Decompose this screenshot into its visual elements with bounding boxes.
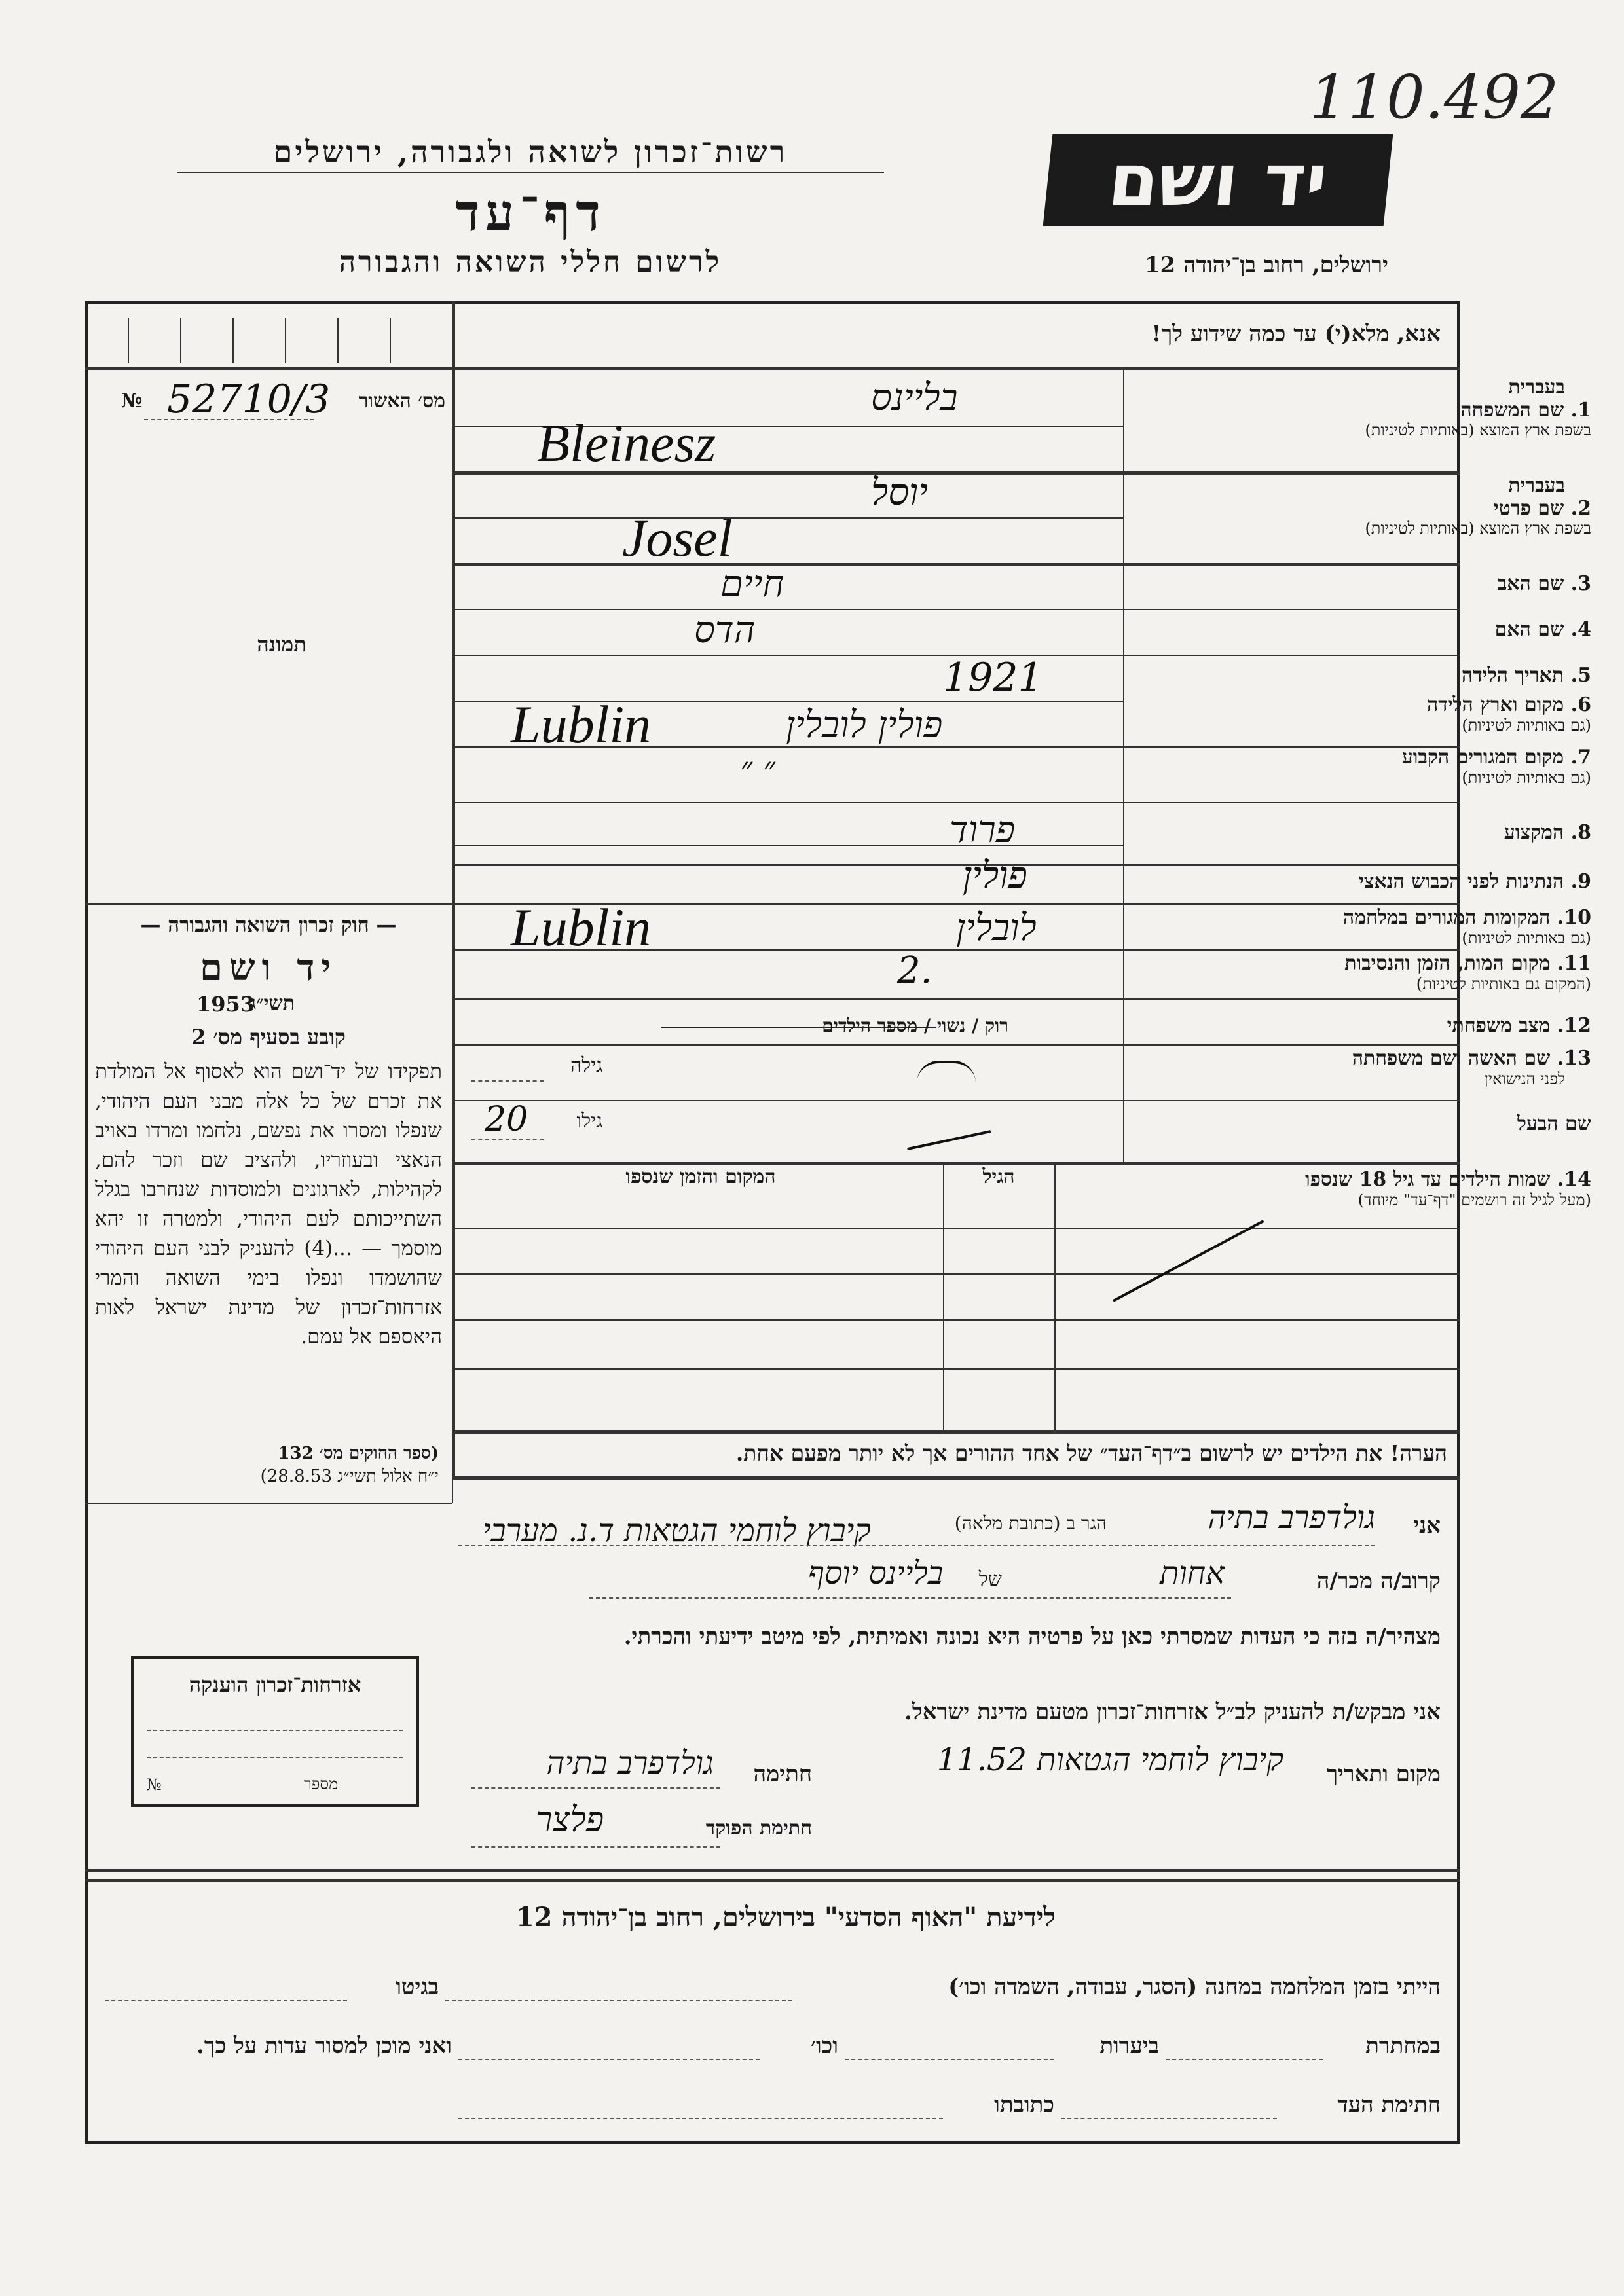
profession-value: פרוד [950, 809, 1016, 851]
approval-label: מס׳ האשור [358, 390, 445, 412]
field-marital-label: 12. מצב משפחתי [1447, 1014, 1591, 1037]
decl-officer-value: פלצר [535, 1800, 604, 1840]
decl-request: אני מבקש/ת להעניק לב״ל אזרחות־זכרון מטעם מדינת ישראל. [904, 1699, 1441, 1725]
form-subtitle: לרשום חללי השואה והגבורה [339, 246, 722, 279]
footer-line2-b: ביערות [1099, 2033, 1159, 2059]
law-name: יד ושם [199, 946, 338, 989]
decl-officer: חתימת הפוקד [705, 1817, 812, 1840]
archive-number: 110.492 [1310, 62, 1559, 132]
family-name-hebrew: בליינס [871, 376, 958, 419]
award-box [131, 1656, 419, 1807]
footer-line2-d: ואני מוכן למסור עדות על כך. [196, 2033, 452, 2059]
law-year: 1953 [196, 992, 255, 1017]
approval-value: 52710/3 [167, 376, 331, 422]
birthplace-latin: Lublin [511, 695, 652, 754]
field-mother-label: 4. שם האם [1494, 618, 1591, 641]
note-text: הערה! את הילדים יש לרשום ב״דף־העד״ של אחד ההורים אך לא יותר מפעם אחת. [735, 1440, 1447, 1466]
label-column-divider [1123, 367, 1124, 1162]
children-label: 14. שמות הילדים עד גיל 18 שנספו (מעל לגיל זה רושמים "דף־עד" מיוחד) [1304, 1168, 1591, 1209]
form-title: דף־עד [455, 183, 606, 243]
field-first-name-label: בעברית 2. שם פרטי בשפת ארץ המוצא (באותיות לטיניות) [1365, 474, 1591, 538]
decl-i-value: גולדפרב בתיה [1208, 1499, 1375, 1536]
citizenship-value: פולין [963, 854, 1027, 897]
field-citizenship-label: 9. הנתינות לפני הכבוש הנאצי [1358, 870, 1591, 893]
first-name-latin: Josel [622, 508, 733, 568]
footer-line2-c: וכו׳ [811, 2033, 838, 2059]
family-name-latin: Bleinesz [537, 413, 716, 473]
field-residence-label: 7. מקום המגורים הקבוע (גם באותיות לטיניות) [1401, 746, 1591, 787]
field-birthplace-label: 6. מקום וארץ הלידה (גם באותיות לטיניות) [1426, 693, 1591, 735]
decl-of: של [978, 1568, 1002, 1591]
children-col-age: הגיל [982, 1165, 1015, 1188]
award-no: № [147, 1776, 162, 1794]
decl-of-value: בליינס יוסף [808, 1555, 943, 1592]
field-husband-label: שם הבעל [1517, 1112, 1591, 1135]
field-death-label: 11. מקום המות, הזמן והנסיבות (המקום גם באותיות לטיניות) [1344, 952, 1591, 993]
photo-label: תמונה [257, 632, 306, 657]
decl-place-date-value: קיבוץ לוחמי הגטאות 11.52 [936, 1741, 1283, 1778]
footer-title: לידיעת "האוף הסדעי" בירושלים, רחוב בן־יהודה 12 [515, 1902, 1056, 1933]
header-address: ירושלים, רחוב בן־יהודה 12 [1144, 252, 1388, 278]
logo-text: יד ושם [1104, 138, 1332, 222]
death-value: 2. [897, 949, 932, 992]
law-source: (ספר החוקים מס׳ 132 [278, 1444, 439, 1463]
field-war-residence-label: 10. המקומות המגורים במלחמה (גם באותיות לטיניות) [1342, 906, 1591, 947]
field-wife-label: 13. שם האשה ושם משפחתה לפני הנישואין [1352, 1047, 1591, 1088]
law-year-he: תשי״ג [249, 992, 295, 1015]
footer-line1-b: בגיטו [396, 1974, 439, 2000]
decl-address-value: קיבוץ לוחמי הגטאות ד.נ. מערבי [482, 1512, 871, 1549]
first-name-hebrew: יוסל [871, 471, 929, 514]
intro-text: אנא, מלא(י) עד כמה שידוע לך! [1151, 321, 1441, 347]
father-value: חיים [720, 563, 784, 606]
decl-place-date: מקום ותאריך [1327, 1761, 1441, 1787]
award-title: אזרחות־זכרון הוענקה [189, 1672, 361, 1697]
header-underline [177, 172, 884, 173]
wife-age-label: גילה [570, 1054, 602, 1077]
children-col-place: המקום והזמן שנספו [625, 1165, 776, 1188]
war-residence-hebrew: לובלין [956, 907, 1037, 949]
footer-line3-b: כתובתו [994, 2092, 1054, 2118]
residence-value: ״ ״ [740, 750, 775, 788]
approval-no: № [121, 390, 143, 412]
footer-line3-a: חתימת העד [1337, 2092, 1441, 2118]
husband-age-label: גילו [576, 1110, 602, 1133]
field-father-label: 3. שם האב [1497, 572, 1591, 595]
field-birthdate-label: 5. תאריך הלידה [1462, 664, 1591, 687]
birthdate-value: 1921 [943, 655, 1043, 701]
intro-bottom [452, 367, 1460, 370]
field-profession-label: 8. המקצוע [1504, 821, 1591, 844]
husband-age-value: 20 [485, 1100, 528, 1139]
left-panel-divider [452, 301, 455, 1476]
decl-signature: חתימה [753, 1761, 812, 1787]
award-number-label: מספר [304, 1775, 339, 1793]
yad-vashem-logo [1043, 134, 1393, 226]
mother-value: הדס [694, 609, 756, 651]
header-authority: רשות־זכרון לשואה ולגבורה, ירושלים [273, 134, 788, 170]
approval-tick-boxes [88, 304, 452, 363]
approval-bottom [85, 367, 452, 370]
law-text: תפקידו של יד־ושם הוא לאסוף אל המולדת את זכרם של כל אלה מבני העם היהודי, שנפלו ומסרו את נפשם, נלחמו ומרדו באויב הנאצי ובעוזריו, ולהציב שם וזכר להם, לקהילות, לארגונים ולמוסדות שנחרבו בגלל השתייכותם לעם היהודי, ולמטרה זו יהא מוסמך — ...(4) להעניק לבני העם היהודי שהושמדו ונפלו בימי השואה והמרי אזרחות־זכרון של מדינת ישראל לאות היאספם אל עמם. [95, 1060, 442, 1349]
decl-relation-value: אחות [1160, 1555, 1225, 1592]
law-title: — חוק זכרון השואה והגבורה — [140, 913, 397, 937]
marital-options: רוק / נשוי / מספר הילדים [822, 1015, 1008, 1036]
decl-i: אני [1413, 1512, 1441, 1539]
law-source-date: י״ח אלול תשי״ג 28.8.53) [260, 1467, 439, 1486]
footer-line1-a: הייתי בזמן המלחמה במחנה (הסגר, עבודה, השמדה וכו׳) [948, 1974, 1441, 2000]
decl-resides: הגר ב (כתובת מלאה) [954, 1512, 1107, 1534]
decl-declare: מצהיר/ה בזה כי העדות שמסרתי כאן על פרטיה היא נכונה ואמיתית, לפי מיטב ידיעתי והכרתי. [623, 1624, 1441, 1650]
birthplace-hebrew: פולין לובלין [786, 704, 943, 746]
approval-line [144, 419, 314, 420]
footer-line2-a: במחתרת [1365, 2033, 1441, 2059]
decl-signature-value: גולדפרב בתיה [546, 1745, 714, 1781]
war-residence-latin: Lublin [511, 898, 652, 957]
field-family-name-label: בעברית 1. שם המשפחה בשפת ארץ המוצא (באותיות לטיניות) [1365, 376, 1591, 439]
law-clause: קובע בסעיף מס׳ 2 [191, 1025, 346, 1049]
decl-relative: קרוב/ה מכר/ה [1316, 1568, 1441, 1594]
